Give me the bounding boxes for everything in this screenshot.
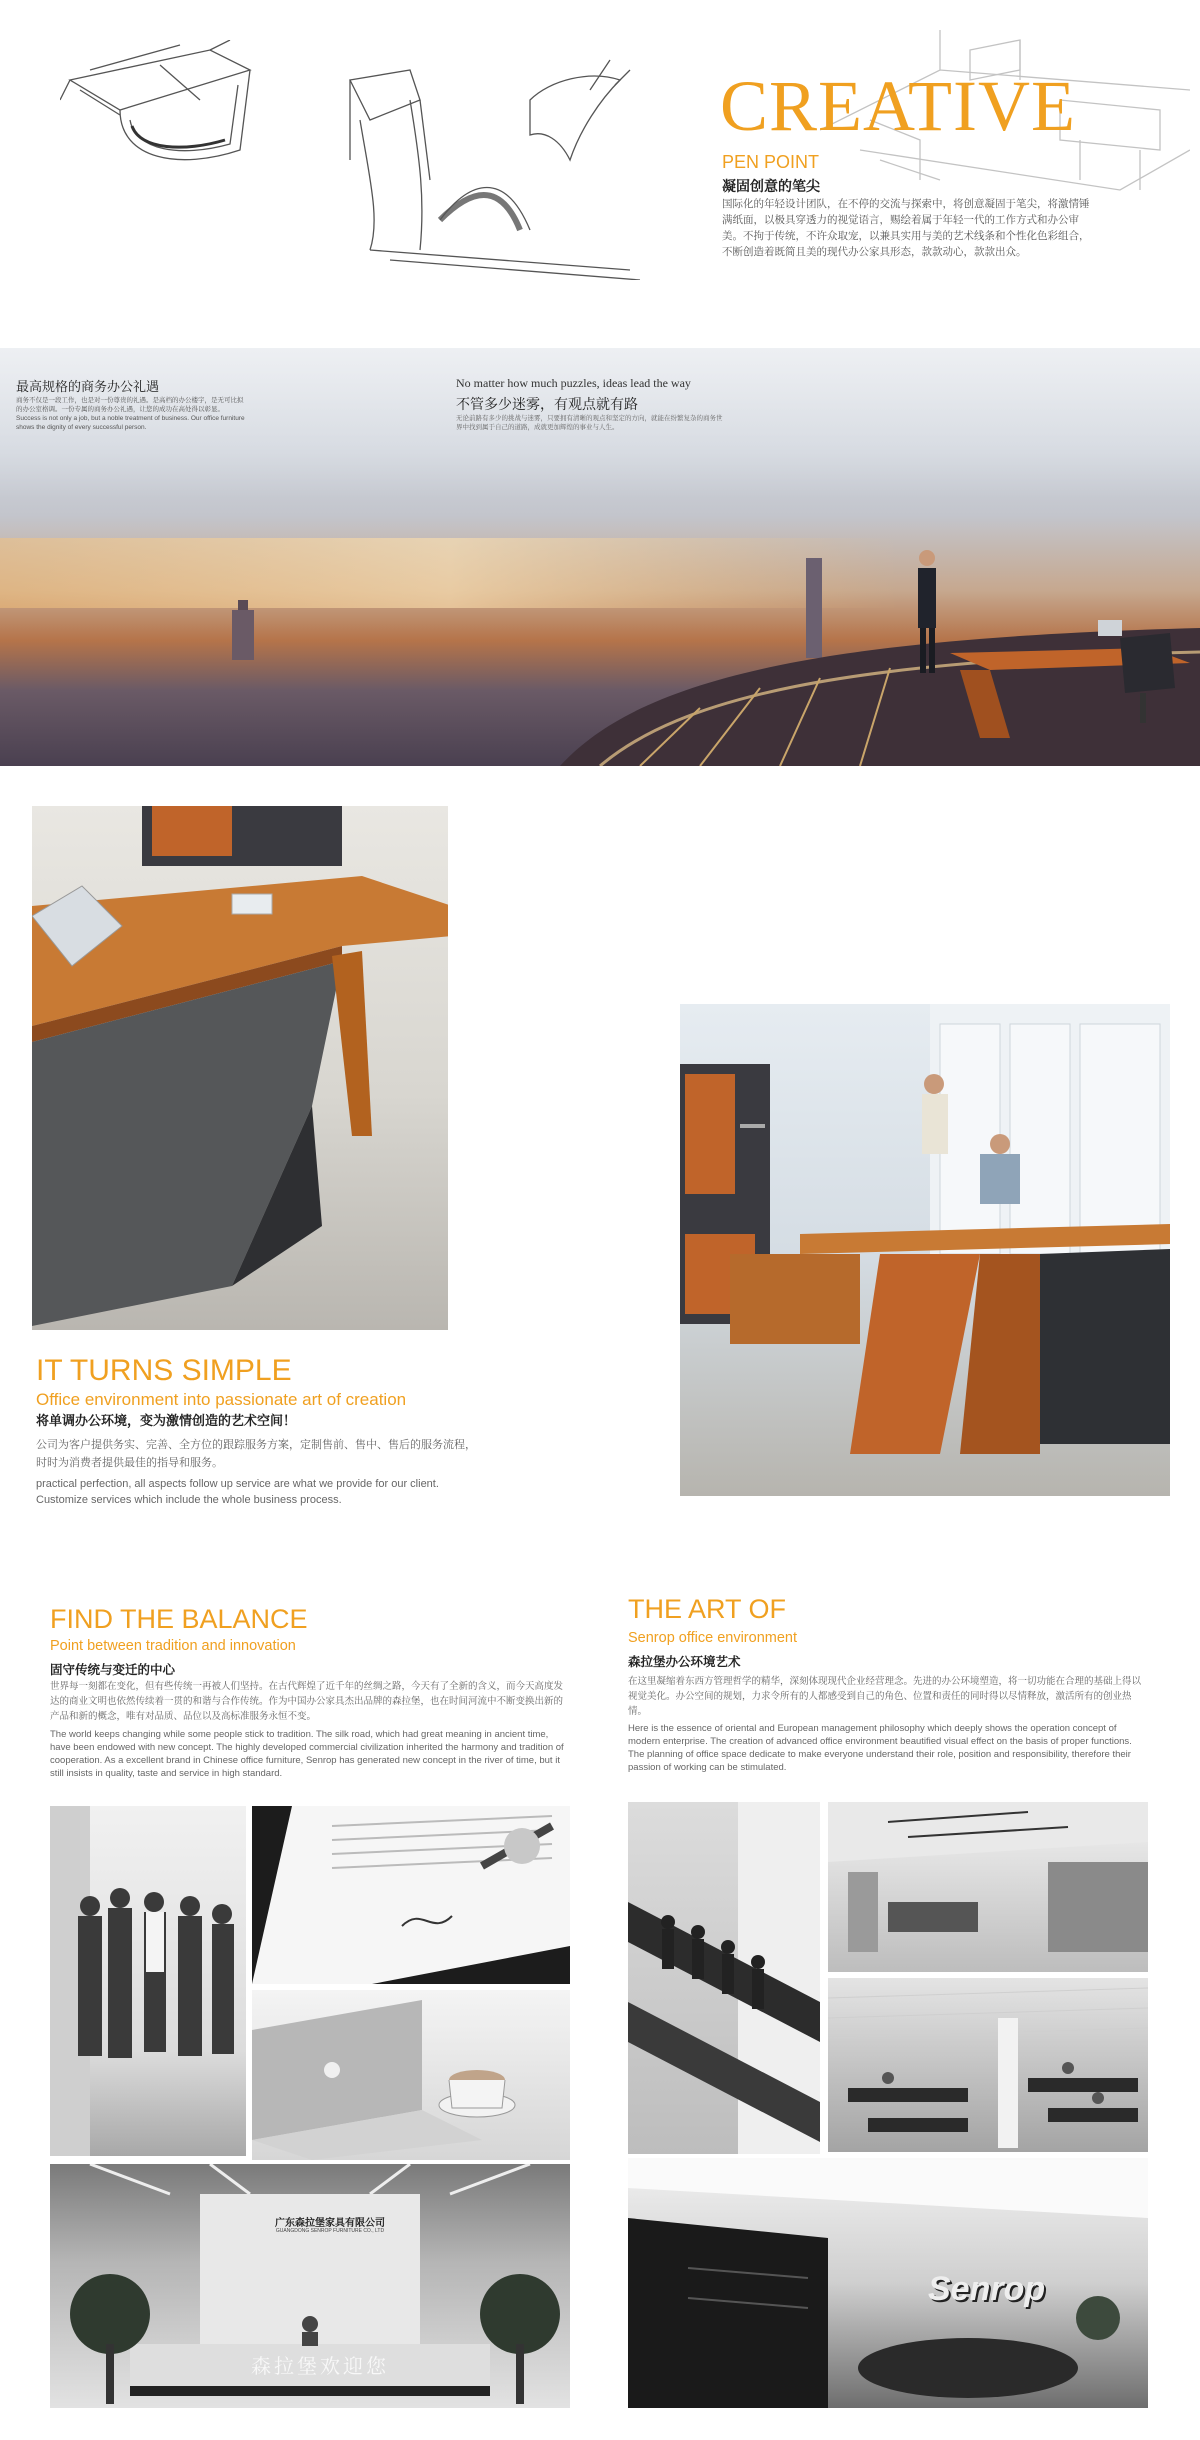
signing-document-photo <box>252 1806 570 1984</box>
art-subtitle: Senrop office environment <box>628 1630 798 1646</box>
senrop-brand-sign: Senrop <box>928 2270 1046 2308</box>
turns-simple-cn-body: 公司为客户提供务实、完善、全方位的跟踪服务方案，定制售前、售中、售后的服务流程，时时为消费者提供最佳的指导和服务。 <box>36 1439 476 1469</box>
art-cn-body: 在这里凝缩着东西方管理哲学的精华，深刻体现现代企业经营理念。先进的办公环境塑造，将一切功能在合理的基础上得以视觉美化。办公空间的规划，力求令所有的人都感受到自己的角色、位置和责任的同时得以尽情释放，激活所有的创业热情。 <box>628 1676 1142 1717</box>
banner-left-title: 最高规格的商务办公礼遇 <box>16 379 160 394</box>
banner-right-en-title: No matter how much puzzles, ideas lead the way <box>456 376 691 390</box>
desk-closeup-photo <box>32 806 448 1330</box>
chair-sketch-left <box>60 40 260 190</box>
art-title: THE ART OF <box>628 1594 787 1624</box>
art-en-body: Here is the essence of oriental and European management philosophy which deeply shows the operation concept of modern enterprise. The creation of advanced office environment beautified visual effect on the basis of proper functions. The planning of office space dedicate to make everyone understand their role, position and responsibility, therefore their passion of working can be stimulated. <box>628 1723 1132 1773</box>
city-skyline-banner <box>0 348 1200 766</box>
creative-cn-title: 凝固创意的笔尖 <box>722 178 820 194</box>
art-cn-title: 森拉堡办公环境艺术 <box>628 1655 741 1669</box>
welcome-sign: 森拉堡欢迎您 <box>251 2356 389 2378</box>
senrop-showroom-photo <box>628 2158 1148 2408</box>
balance-cn-title: 固守传统与变迁的中心 <box>50 1663 176 1677</box>
turns-simple-cn-title: 将单调办公环境，变为激情创造的艺术空间！ <box>36 1413 297 1428</box>
executive-meeting-photo <box>680 1004 1170 1496</box>
balance-en-body: The world keeps changing while some people stick to tradition. The silk road, which had great meaning in ancient time, have been endowed with new concept. The highly developed commercial civilization inherited the harmony and tradition of cooperation. As a excellent brand in Chinese office furniture, Senrop has generated new concept in the river of time, but it still insists in quality, taste and service in high standard. <box>50 1729 564 1779</box>
balance-title: FIND THE BALANCE <box>50 1604 308 1634</box>
open-office-photo <box>828 1978 1148 2152</box>
balance-subtitle: Point between tradition and innovation <box>50 1638 296 1654</box>
creative-body: 国际化的年轻设计团队，在不停的交流与探索中，将创意凝固于笔尖，将激情锤满纸面，以极具穿透力的视觉语言，赐绘着属于年轻一代的工作方式和办公审美。不拘于传统，不许众取宠，以兼具实用与美的艺术线条和个性化色彩组合，不断创造着既简且美的现代办公家具形态，款款动心，款款出众。 <box>722 198 1090 258</box>
banner-right-cn-title: 不管多少迷雾，有观点就有路 <box>456 396 638 412</box>
staircase-group-photo <box>628 1802 820 2154</box>
turns-simple-title: IT TURNS SIMPLE <box>36 1354 292 1387</box>
creative-title: CREATIVE <box>720 66 1076 146</box>
turns-simple-en-body: practical perfection, all aspects follow up service are what we provide for our client. Customize services which include the whole business process. <box>36 1478 439 1506</box>
laptop-coffee-photo <box>252 1990 570 2160</box>
executive-office-photo <box>828 1802 1148 1972</box>
company-sign-cn: 广东森拉堡家具有限公司 <box>275 2218 385 2229</box>
banner-right-body: 无论前路有多少的挑战与迷雾，只要拥有清晰的观点和坚定的方向，就能在纷繁复杂的商务世界中找到属于自己的道路，成就更加辉煌的事业与人生。 <box>456 415 723 431</box>
balance-cn-body: 世界每一刻都在变化，但有些传统一再被人们坚持。在古代辉煌了近千年的丝绸之路，今天有了全新的含义，而今天高度发达的商业文明也依然传续着一贯的和谐与合作传统。作为中国办公家具杰出品牌的森拉堡，也在时间河流中不断变换出新的产品和新的概念，唯有对品质、品位以及高标准服务永恒不变。 <box>50 1681 564 1722</box>
turns-simple-subtitle: Office environment into passionate art of creation <box>36 1390 407 1409</box>
chair-sketch-center <box>330 40 650 280</box>
company-sign-en: GUANGDONG SENROP FURNITURE CO., LTD <box>275 2228 385 2234</box>
business-team-photo <box>50 1806 246 2156</box>
banner-left-body: 商务不仅是一段工作，也是对一份尊贵的礼遇。是高档的办公楼宇，是无可比拟的办公室格调。一份专属的商务办公礼遇，让您的成功在高处得以彰显。Success is not only a job, but a noble treatment of business. Our office furniture shows the dignity of every successful person. <box>16 397 245 431</box>
creative-subtitle: PEN POINT <box>722 152 820 172</box>
reception-hall-photo <box>50 2164 570 2408</box>
